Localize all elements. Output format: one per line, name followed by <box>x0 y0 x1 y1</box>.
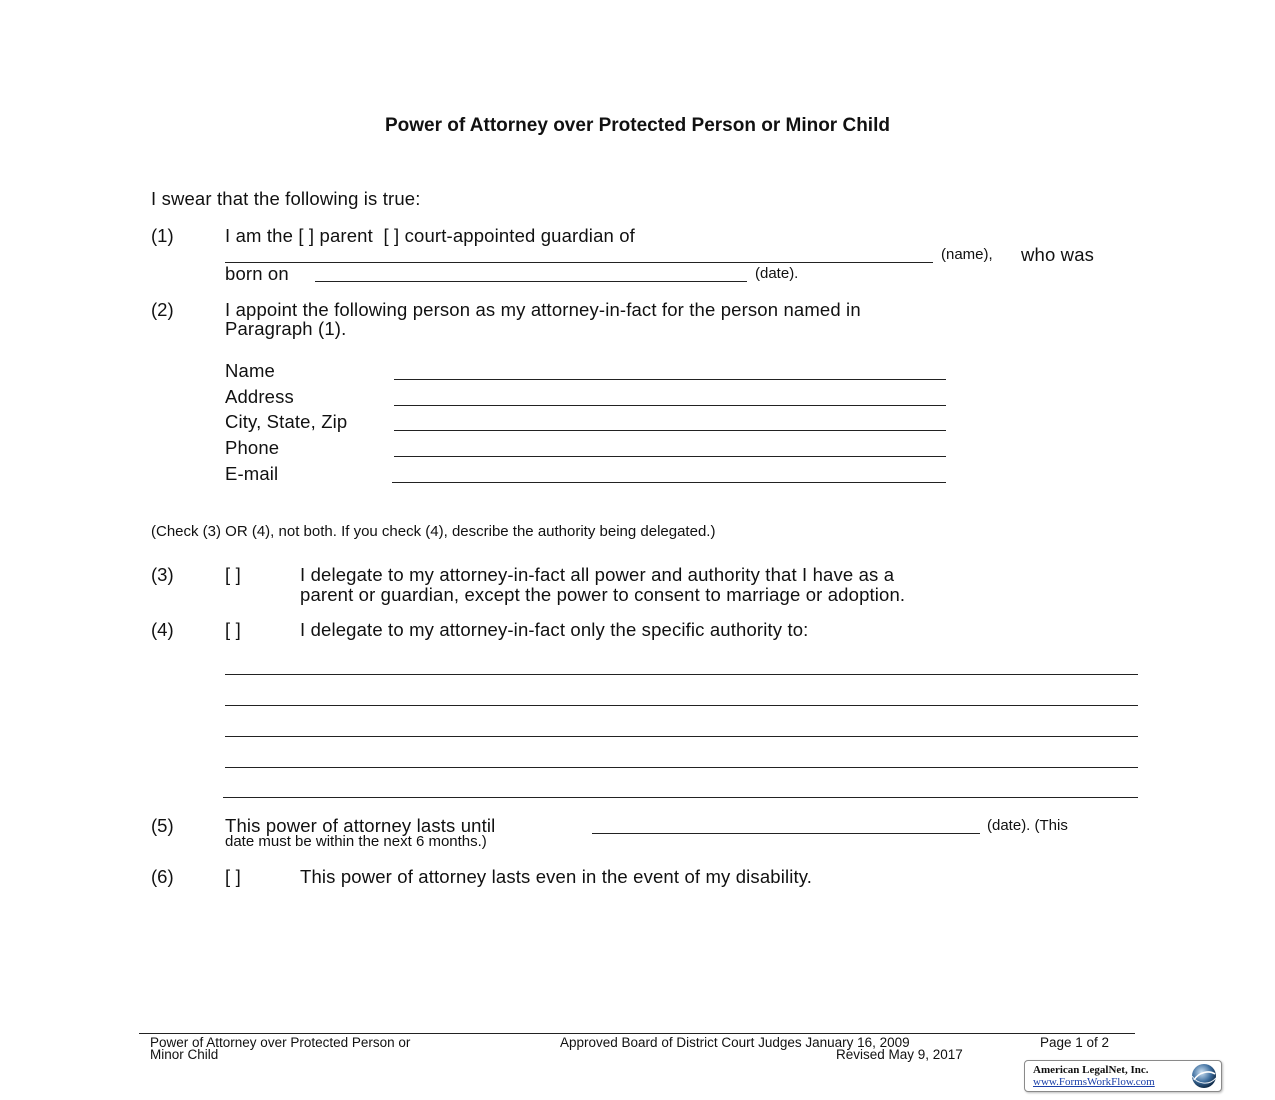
footer-page-number: Page 1 of 2 <box>1040 1035 1110 1050</box>
birth-date-field[interactable] <box>315 259 747 282</box>
who-was-text: who was <box>1021 244 1095 265</box>
logo-url-link[interactable]: www.FormsWorkFlow.com <box>1033 1076 1155 1088</box>
american-legalnet-logo[interactable] <box>1024 1060 1222 1092</box>
attorney-phone-field[interactable] <box>394 434 946 457</box>
page-title: Power of Attorney over Protected Person or Minor Child <box>385 115 890 136</box>
attorney-address-label: Address <box>225 386 294 407</box>
footer-divider <box>139 1033 1135 1034</box>
intro-text: I swear that the following is true: <box>151 188 421 209</box>
date-label: (date). <box>755 265 799 282</box>
check-instruction: (Check (3) OR (4), not both. If you check (4), describe the authority being delegated.) <box>151 523 716 540</box>
paragraph-6-text: This power of attorney lasts even in the event of my disability. <box>300 866 813 887</box>
specific-authority-line-2[interactable] <box>225 683 1138 706</box>
paragraph-1-number: (1) <box>151 225 174 246</box>
attorney-email-label: E-mail <box>225 463 279 484</box>
paragraph-3-line1: I delegate to my attorney-in-fact all power and authority that I have as a <box>300 564 895 585</box>
attorney-address-field[interactable] <box>394 383 946 406</box>
paragraph-1-text: I am the <box>225 225 294 246</box>
attorney-email-field[interactable] <box>392 460 946 483</box>
paragraph-2-number: (2) <box>151 299 174 320</box>
footer-left-line1: Power of Attorney over Protected Person or <box>150 1035 411 1050</box>
expiration-date-field[interactable] <box>592 811 980 834</box>
attorney-name-label: Name <box>225 360 275 381</box>
paragraph-3-checkbox[interactable]: [ ] <box>225 564 241 585</box>
attorney-city-field[interactable] <box>394 408 946 431</box>
paragraph-5-number: (5) <box>151 815 174 836</box>
specific-authority-line-1[interactable] <box>225 652 1138 675</box>
paragraph-5-date-label: (date). (This <box>987 817 1068 834</box>
paragraph-5-line2: date must be within the next 6 months.) <box>225 833 487 850</box>
paragraph-2-line1: I appoint the following person as my attorney-in-fact for the person named in <box>225 299 861 320</box>
paragraph-5-text: This power of attorney lasts until <box>225 815 496 836</box>
attorney-city-label: City, State, Zip <box>225 411 348 432</box>
attorney-name-field[interactable] <box>394 357 946 380</box>
footer-left-line2: Minor Child <box>150 1047 219 1062</box>
specific-authority-line-3[interactable] <box>225 714 1138 737</box>
parent-checkbox[interactable]: [ ] <box>298 225 315 246</box>
paragraph-4-number: (4) <box>151 619 174 640</box>
paragraph-3-line2: parent or guardian, except the power to consent to marriage or adoption. <box>300 584 906 605</box>
paragraph-2-line2: Paragraph (1). <box>225 318 347 339</box>
born-on-label: born on <box>225 263 289 284</box>
guardian-checkbox[interactable]: [ ] <box>383 225 400 246</box>
parent-label: parent <box>319 225 373 246</box>
paragraph-3-number: (3) <box>151 564 174 585</box>
logo-company-name: American LegalNet, Inc. <box>1033 1064 1149 1076</box>
paragraph-6-number: (6) <box>151 866 174 887</box>
attorney-phone-label: Phone <box>225 437 280 458</box>
paragraph-6-checkbox[interactable]: [ ] <box>225 866 241 887</box>
footer-revised: Revised May 9, 2017 <box>836 1047 963 1062</box>
footer-approval: Approved Board of District Court Judges January 16, 2009 <box>560 1035 910 1050</box>
paragraph-4-checkbox[interactable]: [ ] <box>225 619 241 640</box>
name-label: (name), <box>941 246 993 263</box>
globe-icon <box>1189 1062 1217 1090</box>
guardian-label: court-appointed guardian of <box>404 225 635 246</box>
specific-authority-line-5[interactable] <box>223 775 1138 798</box>
paragraph-4-text: I delegate to my attorney-in-fact only the specific authority to: <box>300 619 809 640</box>
specific-authority-line-4[interactable] <box>225 745 1138 768</box>
